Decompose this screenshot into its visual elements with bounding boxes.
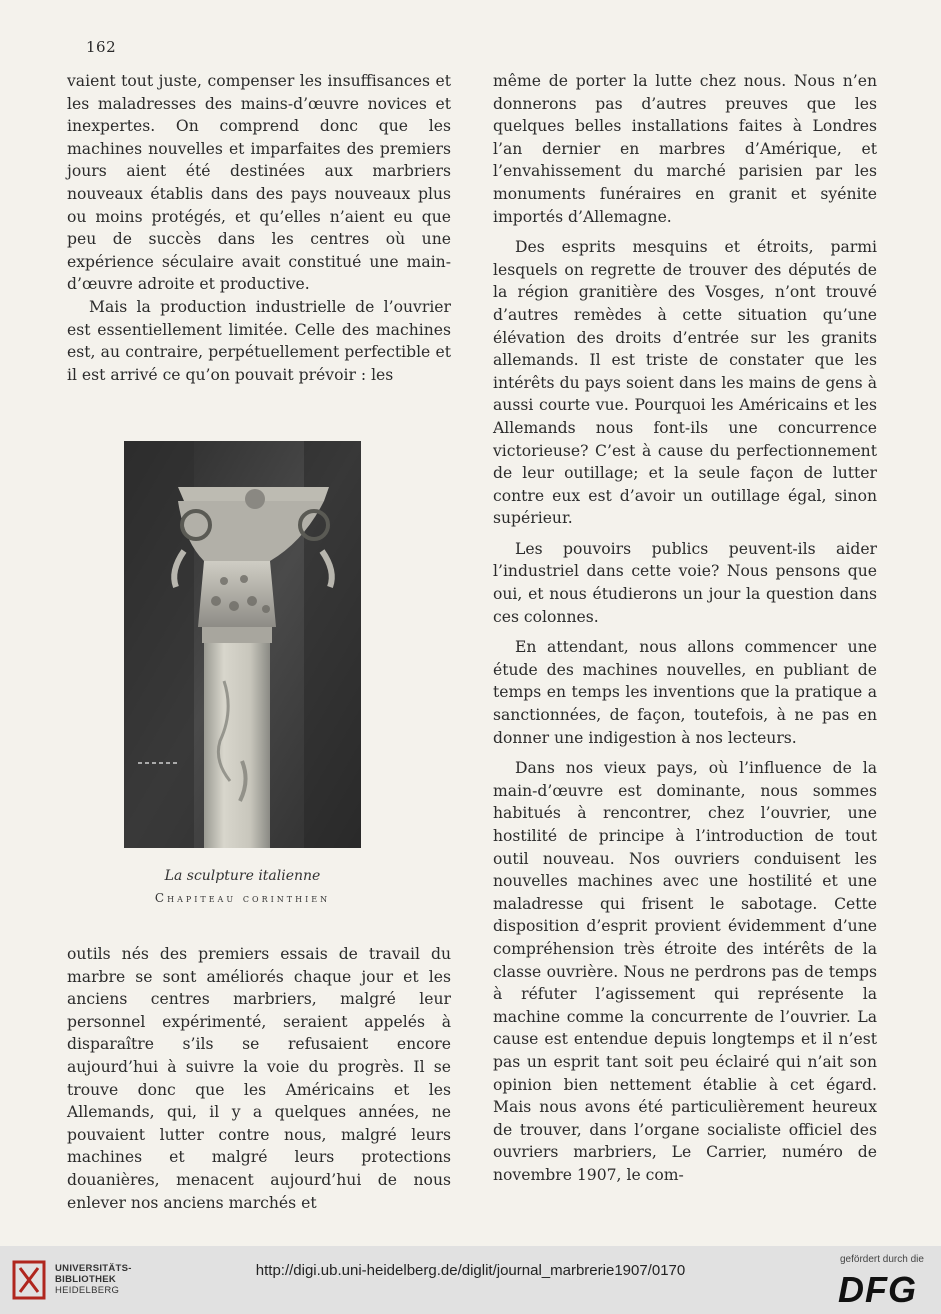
left-column-top [67, 70, 451, 386]
corinthian-capital-image [124, 441, 361, 848]
paragraph: outils nés des premiers essais de travail du marbre se sont améliorés chaque jour et les anciens centres marbriers, malgré leur personnel expérimenté, seraient appelés à disparaître s’ils se refusaient encore aujourd’hui à suivre la voie du progrès. Il se trouve donc que les Américains et les Allemands, qui, il y a quelques années, ne pouvaient lutter contre nous, malgré leurs machines et malgré leurs protections douanières, menacent aujourd’hui de nous enlever nos anciens marchés et [67, 945, 451, 1212]
paragraph: Les pouvoirs publics peuvent-ils aider l’industriel dans cette voie? Nous pensons que oui, et nous étudierons un jour la question dans ces colonnes. [493, 539, 877, 626]
library-line: UNIVERSITÄTS- [55, 1263, 132, 1274]
funded-by-label: gefördert durch die [840, 1254, 924, 1265]
page-number: 162 [86, 38, 117, 56]
paragraph: même de porter la lutte chez nous. Nous n’en donnerons pas d’autres preuves que les quelques belles installations faites à Londres l’an dernier en marbres d’Amérique, et l’envahissement du marché parisien par les monuments funéraires en granit et syénite importés d’Allemagne. [493, 72, 877, 226]
paragraph: vaient tout juste, compenser les insuffisances et les maladresses des mains-d’œuvre novices et inexpertes. On comprend donc que les machines nouvelles et imparfaites des premiers jours aient été destinées aux marbriers nouveaux établis dans des pays nouveaux plus ou moins protégés, et qu’elles n’aient eu que peu de succès dans les centres où une expérience séculaire avait constitué une main-d’œuvre adroite et productive. [67, 72, 451, 294]
paragraph: En attendant, nous allons commencer une étude des machines nouvelles, en publiant de temps en temps les inventions que la pratique a sanctionnées, de façon, toutefois, à ne pas en donner une indigestion à nos lecteurs. [493, 638, 877, 747]
paragraph: Mais la production industrielle de l’ouvrier est essentiellement limitée. Celle des machines est, au contraire, perpétuellement perfectible et il est arrivé ce qu’on pouvait prévoir : les [67, 297, 451, 384]
library-line: BIBLIOTHEK [55, 1274, 117, 1285]
right-column [493, 70, 877, 1187]
library-line: HEIDELBERG [55, 1285, 120, 1296]
paragraph: Dans nos vieux pays, où l’influence de la main-d’œuvre est dominante, nous sommes habitués à rencontrer, chez l’ouvrier, une hostilité de principe à l’introduction de tout outil nouveau. Nos ouvriers conduisent les nouvelles machines avec une hostilité et une maladresse qui frisent le sabotage. Cette disposition d’esprit provient évidemment d’une compréhension très étroite des intérêts de la classe ouvrière. Nous ne perdrons pas de temps à réfuter l’agissement qui représente la machine comme la concurrente de l’ouvrier. La cause est entendue depuis longtemps et il n’est pas un esprit tant soit peu éclairé qui n’ait son opinion bien nettement établie à cet égard. Mais nous avons été particulièrement heureux de trouver, dans l’organe socialiste officiel des ouvriers marbriers, Le Carrier, numéro de novembre 1907, le com- [493, 759, 877, 1184]
column-capital-photo [124, 441, 361, 848]
left-column-bottom [67, 943, 451, 1214]
figure-caption-subtitle: Chapiteau corinthien [154, 891, 331, 905]
dfg-logo: DFG [838, 1269, 917, 1310]
viewer-footer [0, 1246, 941, 1314]
permalink-url[interactable]: http://digi.ub.uni-heidelberg.de/diglit/journal_marbrerie1907/0170 [255, 1262, 686, 1279]
paragraph: Des esprits mesquins et étroits, parmi lesquels on regrette de trouver des députés de la région granitière des Vosges, n’ont trouvé d’autres remèdes à cette situation qu’une élévation des droits d’entrée sur les granits allemands. Il est triste de constater que les intérêts du pays soient dans les mains de gens à aussi courte vue. Pourquoi les Américains et les Allemands nous font-ils une concurrence victorieuse? C’est à cause du perfectionnement de leur outillage; et la seule façon de lutter contre eux est d’avoir un outillage égal, sinon supérieur. [493, 238, 877, 528]
figure-caption-title: La sculpture italienne [164, 868, 321, 884]
